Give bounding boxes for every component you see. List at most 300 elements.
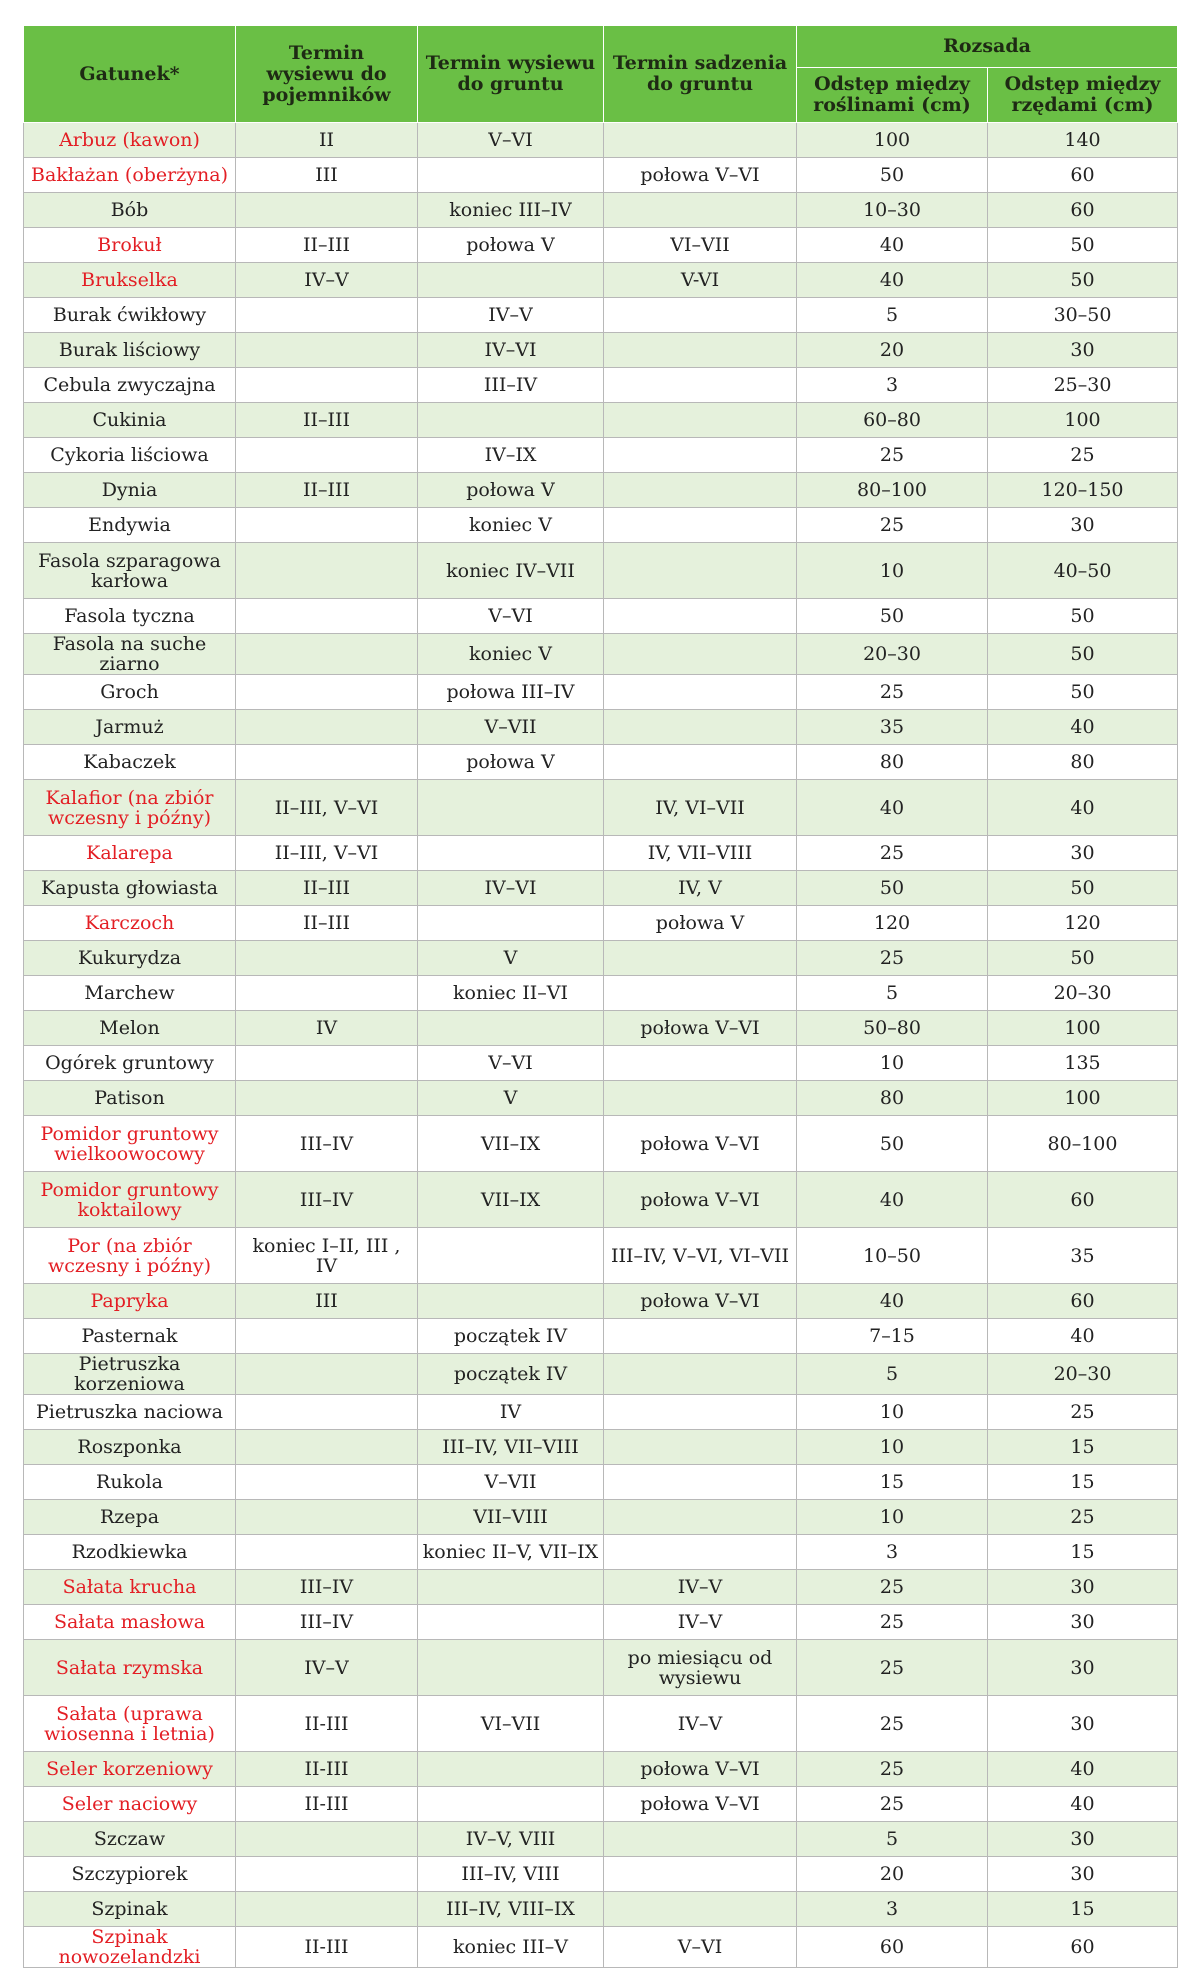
table-row <box>24 228 1178 263</box>
plant-spacing-cell: 10 <box>797 1500 988 1535</box>
plant-spacing-cell: 60–80 <box>797 403 988 438</box>
species-cell: Bakłażan (oberżyna) <box>24 158 236 193</box>
plant-ground-cell: V-VI <box>604 263 797 298</box>
row-spacing-cell: 25 <box>988 438 1178 473</box>
table-row <box>24 1430 1178 1465</box>
sow-containers-cell: II–III <box>236 228 418 263</box>
plant-ground-cell <box>604 1046 797 1081</box>
sow-ground-cell: VII–VIII <box>418 1500 604 1535</box>
sow-containers-cell: II–III <box>236 906 418 941</box>
table-row <box>24 780 1178 836</box>
sow-containers-cell: II-III <box>236 1927 418 1968</box>
species-cell: Por (na zbiór wczesny i późny) <box>24 1228 236 1284</box>
sow-containers-cell <box>236 543 418 599</box>
sow-containers-cell <box>236 1500 418 1535</box>
species-cell: Ogórek gruntowy <box>24 1046 236 1081</box>
table-row <box>24 599 1178 634</box>
sow-containers-cell: IV <box>236 1011 418 1046</box>
plant-spacing-cell: 15 <box>797 1465 988 1500</box>
table-row <box>24 1535 1178 1570</box>
species-cell: Pomidor gruntowy wielkoowocowy <box>24 1116 236 1172</box>
plant-spacing-cell: 25 <box>797 836 988 871</box>
sow-containers-cell: II–III, V–VI <box>236 836 418 871</box>
species-cell: Pietruszka korzeniowa <box>24 1354 236 1395</box>
table-row <box>24 1640 1178 1696</box>
species-cell: Kabaczek <box>24 745 236 780</box>
sow-ground-cell: V <box>418 1081 604 1116</box>
species-cell: Burak liściowy <box>24 333 236 368</box>
sow-containers-cell: II–III <box>236 473 418 508</box>
table-row <box>24 1081 1178 1116</box>
plant-spacing-cell: 10 <box>797 543 988 599</box>
plant-ground-cell: połowa V <box>604 906 797 941</box>
species-cell: Sałata krucha <box>24 1570 236 1605</box>
row-spacing-cell: 50 <box>988 675 1178 710</box>
plant-spacing-cell: 40 <box>797 228 988 263</box>
row-spacing-cell: 15 <box>988 1465 1178 1500</box>
sow-ground-cell: koniec II–V, VII–IX <box>418 1535 604 1570</box>
sow-ground-cell <box>418 1640 604 1696</box>
sow-ground-cell: V–VI <box>418 123 604 158</box>
table-row <box>24 634 1178 675</box>
row-spacing-cell: 25 <box>988 1395 1178 1430</box>
row-spacing-cell: 30 <box>988 1570 1178 1605</box>
plant-ground-cell: IV–V <box>604 1605 797 1640</box>
table-row <box>24 1465 1178 1500</box>
plant-spacing-cell: 25 <box>797 1640 988 1696</box>
sow-containers-cell <box>236 1430 418 1465</box>
species-cell: Karczoch <box>24 906 236 941</box>
row-spacing-cell: 40 <box>988 1752 1178 1787</box>
table-row <box>24 976 1178 1011</box>
species-cell: Kukurydza <box>24 941 236 976</box>
row-spacing-cell: 40–50 <box>988 543 1178 599</box>
plant-ground-cell <box>604 1535 797 1570</box>
row-spacing-cell: 25–30 <box>988 368 1178 403</box>
sow-ground-cell: V–VI <box>418 599 604 634</box>
table-row <box>24 1822 1178 1857</box>
plant-spacing-cell: 80 <box>797 745 988 780</box>
plant-ground-cell <box>604 1354 797 1395</box>
plant-spacing-cell: 3 <box>797 1535 988 1570</box>
plant-ground-cell: IV–V <box>604 1696 797 1752</box>
table-row <box>24 836 1178 871</box>
sow-ground-cell: VII–IX <box>418 1116 604 1172</box>
sow-ground-cell: połowa V <box>418 745 604 780</box>
plant-ground-cell <box>604 675 797 710</box>
plant-spacing-cell: 10–50 <box>797 1228 988 1284</box>
header-sow-containers: Termin wysiewu do pojemników <box>236 26 418 123</box>
header-sow-ground: Termin wysiewu do gruntu <box>418 26 604 123</box>
plant-spacing-cell: 20–30 <box>797 634 988 675</box>
table-row <box>24 193 1178 228</box>
plant-spacing-cell: 25 <box>797 438 988 473</box>
plant-ground-cell: IV, VI–VII <box>604 780 797 836</box>
species-cell: Seler naciowy <box>24 1787 236 1822</box>
species-cell: Fasola szparagowa karłowa <box>24 543 236 599</box>
row-spacing-cell: 50 <box>988 263 1178 298</box>
sow-ground-cell <box>418 1787 604 1822</box>
sow-containers-cell: II–III <box>236 871 418 906</box>
plant-ground-cell <box>604 508 797 543</box>
sow-ground-cell: IV–VI <box>418 871 604 906</box>
plant-spacing-cell: 25 <box>797 1752 988 1787</box>
table-row <box>24 1354 1178 1395</box>
sow-containers-cell <box>236 634 418 675</box>
row-spacing-cell: 60 <box>988 1172 1178 1228</box>
table-row <box>24 438 1178 473</box>
species-cell: Rukola <box>24 1465 236 1500</box>
plant-spacing-cell: 40 <box>797 1172 988 1228</box>
species-cell: Sałata (uprawa wiosenna i letnia) <box>24 1696 236 1752</box>
sow-ground-cell: koniec V <box>418 508 604 543</box>
table-row <box>24 1500 1178 1535</box>
sow-containers-cell: II-III <box>236 1787 418 1822</box>
plant-ground-cell <box>604 473 797 508</box>
sow-ground-cell: IV <box>418 1395 604 1430</box>
sow-ground-cell: koniec IV–VII <box>418 543 604 599</box>
row-spacing-cell: 30 <box>988 1640 1178 1696</box>
plant-ground-cell <box>604 1319 797 1354</box>
species-cell: Sałata rzymska <box>24 1640 236 1696</box>
table-row <box>24 1395 1178 1430</box>
sow-containers-cell: II-III <box>236 1696 418 1752</box>
sow-containers-cell <box>236 1081 418 1116</box>
header-plant-spacing: Odstęp między roślinami (cm) <box>797 68 988 123</box>
sow-ground-cell: IV–IX <box>418 438 604 473</box>
row-spacing-cell: 30 <box>988 1822 1178 1857</box>
species-cell: Marchew <box>24 976 236 1011</box>
sow-ground-cell: koniec II–VI <box>418 976 604 1011</box>
plant-ground-cell <box>604 1892 797 1927</box>
plant-ground-cell <box>604 710 797 745</box>
row-spacing-cell: 25 <box>988 1500 1178 1535</box>
plant-spacing-cell: 25 <box>797 941 988 976</box>
table-row <box>24 333 1178 368</box>
sow-containers-cell <box>236 193 418 228</box>
row-spacing-cell: 60 <box>988 1927 1178 1968</box>
sow-containers-cell: II–III, V–VI <box>236 780 418 836</box>
sow-containers-cell <box>236 1046 418 1081</box>
plant-ground-cell <box>604 599 797 634</box>
plant-spacing-cell: 25 <box>797 1570 988 1605</box>
sow-containers-cell <box>236 1535 418 1570</box>
table-row <box>24 1284 1178 1319</box>
sow-containers-cell <box>236 1319 418 1354</box>
plant-spacing-cell: 25 <box>797 1787 988 1822</box>
row-spacing-cell: 120 <box>988 906 1178 941</box>
species-cell: Fasola na suche ziarno <box>24 634 236 675</box>
sow-containers-cell: II–III <box>236 403 418 438</box>
row-spacing-cell: 30 <box>988 1857 1178 1892</box>
sow-containers-cell: III <box>236 158 418 193</box>
sow-containers-cell: III <box>236 1284 418 1319</box>
table-row <box>24 1696 1178 1752</box>
row-spacing-cell: 20–30 <box>988 1354 1178 1395</box>
sow-ground-cell: VI–VII <box>418 1696 604 1752</box>
table-row <box>24 941 1178 976</box>
header-row-spacing: Odstęp między rzędami (cm) <box>988 68 1178 123</box>
sow-containers-cell <box>236 1857 418 1892</box>
sow-containers-cell <box>236 599 418 634</box>
plant-spacing-cell: 3 <box>797 368 988 403</box>
plant-ground-cell: V–VI <box>604 1927 797 1968</box>
species-cell: Roszponka <box>24 1430 236 1465</box>
row-spacing-cell: 30 <box>988 1696 1178 1752</box>
plant-ground-cell <box>604 298 797 333</box>
row-spacing-cell: 30 <box>988 836 1178 871</box>
species-cell: Fasola tyczna <box>24 599 236 634</box>
plant-ground-cell <box>604 1395 797 1430</box>
plant-spacing-cell: 10 <box>797 1046 988 1081</box>
sow-containers-cell <box>236 438 418 473</box>
sow-ground-cell: początek IV <box>418 1319 604 1354</box>
table-row <box>24 263 1178 298</box>
plant-ground-cell: połowa V–VI <box>604 1787 797 1822</box>
plant-spacing-cell: 40 <box>797 780 988 836</box>
plant-ground-cell <box>604 1465 797 1500</box>
row-spacing-cell: 50 <box>988 599 1178 634</box>
plant-spacing-cell: 35 <box>797 710 988 745</box>
sow-ground-cell: koniec V <box>418 634 604 675</box>
planting-table <box>23 25 1178 1968</box>
row-spacing-cell: 30 <box>988 1605 1178 1640</box>
row-spacing-cell: 35 <box>988 1228 1178 1284</box>
plant-spacing-cell: 20 <box>797 1857 988 1892</box>
row-spacing-cell: 100 <box>988 1081 1178 1116</box>
sow-ground-cell: III–IV, VIII–IX <box>418 1892 604 1927</box>
row-spacing-cell: 50 <box>988 634 1178 675</box>
row-spacing-cell: 20–30 <box>988 976 1178 1011</box>
species-cell: Melon <box>24 1011 236 1046</box>
sow-ground-cell: początek IV <box>418 1354 604 1395</box>
header-species: Gatunek* <box>24 26 236 123</box>
species-cell: Endywia <box>24 508 236 543</box>
species-cell: Seler korzeniowy <box>24 1752 236 1787</box>
species-cell: Groch <box>24 675 236 710</box>
plant-spacing-cell: 100 <box>797 123 988 158</box>
row-spacing-cell: 40 <box>988 1787 1178 1822</box>
row-spacing-cell: 50 <box>988 228 1178 263</box>
table-row <box>24 1046 1178 1081</box>
sow-ground-cell <box>418 263 604 298</box>
sow-containers-cell: III–IV <box>236 1116 418 1172</box>
row-spacing-cell: 50 <box>988 941 1178 976</box>
row-spacing-cell: 100 <box>988 1011 1178 1046</box>
sow-containers-cell: III–IV <box>236 1570 418 1605</box>
plant-spacing-cell: 40 <box>797 1284 988 1319</box>
species-cell: Szczaw <box>24 1822 236 1857</box>
sow-ground-cell: połowa V <box>418 228 604 263</box>
plant-spacing-cell: 50–80 <box>797 1011 988 1046</box>
plant-spacing-cell: 25 <box>797 508 988 543</box>
plant-spacing-cell: 5 <box>797 1822 988 1857</box>
sow-ground-cell: IV–VI <box>418 333 604 368</box>
plant-ground-cell <box>604 1822 797 1857</box>
sow-ground-cell: III–IV <box>418 368 604 403</box>
row-spacing-cell: 60 <box>988 1284 1178 1319</box>
sow-ground-cell <box>418 158 604 193</box>
species-cell: Kapusta głowiasta <box>24 871 236 906</box>
plant-ground-cell: IV, V <box>604 871 797 906</box>
row-spacing-cell: 135 <box>988 1046 1178 1081</box>
plant-ground-cell <box>604 193 797 228</box>
species-cell: Papryka <box>24 1284 236 1319</box>
row-spacing-cell: 30 <box>988 333 1178 368</box>
species-cell: Patison <box>24 1081 236 1116</box>
plant-spacing-cell: 50 <box>797 871 988 906</box>
plant-ground-cell <box>604 1500 797 1535</box>
sow-ground-cell <box>418 836 604 871</box>
table-row <box>24 1228 1178 1284</box>
plant-spacing-cell: 60 <box>797 1927 988 1968</box>
plant-ground-cell: połowa V–VI <box>604 1752 797 1787</box>
sow-ground-cell: V–VII <box>418 1465 604 1500</box>
table-row <box>24 1605 1178 1640</box>
species-cell: Kalafior (na zbiór wczesny i późny) <box>24 780 236 836</box>
table-row <box>24 1752 1178 1787</box>
sow-ground-cell <box>418 1570 604 1605</box>
sow-containers-cell: III–IV <box>236 1172 418 1228</box>
species-cell: Burak ćwikłowy <box>24 298 236 333</box>
table-row <box>24 1319 1178 1354</box>
table-row <box>24 1570 1178 1605</box>
table-row <box>24 1172 1178 1228</box>
sow-containers-cell <box>236 1395 418 1430</box>
plant-ground-cell <box>604 1081 797 1116</box>
species-cell: Cykoria liściowa <box>24 438 236 473</box>
sow-containers-cell: II-III <box>236 1752 418 1787</box>
sow-ground-cell: V–VII <box>418 710 604 745</box>
row-spacing-cell: 80 <box>988 745 1178 780</box>
sow-ground-cell <box>418 403 604 438</box>
table-row <box>24 675 1178 710</box>
plant-spacing-cell: 3 <box>797 1892 988 1927</box>
sow-ground-cell: V <box>418 941 604 976</box>
plant-spacing-cell: 5 <box>797 298 988 333</box>
plant-ground-cell <box>604 941 797 976</box>
species-cell: Bób <box>24 193 236 228</box>
sow-containers-cell: IV–V <box>236 263 418 298</box>
plant-ground-cell: połowa V–VI <box>604 158 797 193</box>
table-row <box>24 745 1178 780</box>
plant-spacing-cell: 50 <box>797 1116 988 1172</box>
species-cell: Arbuz (kawon) <box>24 123 236 158</box>
sow-ground-cell <box>418 1011 604 1046</box>
sow-containers-cell <box>236 710 418 745</box>
plant-ground-cell: IV, VII–VIII <box>604 836 797 871</box>
row-spacing-cell: 60 <box>988 193 1178 228</box>
sow-containers-cell <box>236 976 418 1011</box>
sow-ground-cell: koniec III–V <box>418 1927 604 1968</box>
plant-ground-cell: po miesiącu od wysiewu <box>604 1640 797 1696</box>
plant-spacing-cell: 50 <box>797 599 988 634</box>
row-spacing-cell: 120–150 <box>988 473 1178 508</box>
species-cell: Szpinak nowozelandzki <box>24 1927 236 1968</box>
row-spacing-cell: 40 <box>988 780 1178 836</box>
plant-spacing-cell: 40 <box>797 263 988 298</box>
row-spacing-cell: 40 <box>988 710 1178 745</box>
row-spacing-cell: 30–50 <box>988 298 1178 333</box>
plant-ground-cell <box>604 745 797 780</box>
table-row <box>24 710 1178 745</box>
table-row <box>24 508 1178 543</box>
sow-containers-cell: II <box>236 123 418 158</box>
sow-containers-cell <box>236 675 418 710</box>
sow-ground-cell: połowa III–IV <box>418 675 604 710</box>
species-cell: Rzodkiewka <box>24 1535 236 1570</box>
sow-ground-cell <box>418 1605 604 1640</box>
table-row <box>24 403 1178 438</box>
sow-containers-cell: koniec I–II, III , IV <box>236 1228 418 1284</box>
sow-containers-cell <box>236 1465 418 1500</box>
plant-spacing-cell: 25 <box>797 675 988 710</box>
row-spacing-cell: 50 <box>988 871 1178 906</box>
sow-ground-cell <box>418 1228 604 1284</box>
plant-ground-cell <box>604 1430 797 1465</box>
species-cell: Pietruszka naciowa <box>24 1395 236 1430</box>
plant-spacing-cell: 7–15 <box>797 1319 988 1354</box>
sow-containers-cell <box>236 745 418 780</box>
plant-spacing-cell: 20 <box>797 333 988 368</box>
species-cell: Cebula zwyczajna <box>24 368 236 403</box>
sow-ground-cell <box>418 780 604 836</box>
plant-ground-cell: III–IV, V–VI, VI–VII <box>604 1228 797 1284</box>
species-cell: Szczypiorek <box>24 1857 236 1892</box>
table-row <box>24 1927 1178 1968</box>
sow-ground-cell: VII–IX <box>418 1172 604 1228</box>
table-row <box>24 1787 1178 1822</box>
plant-spacing-cell: 5 <box>797 976 988 1011</box>
plant-spacing-cell: 10–30 <box>797 193 988 228</box>
plant-spacing-cell: 10 <box>797 1430 988 1465</box>
sow-ground-cell <box>418 1284 604 1319</box>
sow-ground-cell <box>418 906 604 941</box>
species-cell: Pomidor gruntowy koktailowy <box>24 1172 236 1228</box>
plant-spacing-cell: 80–100 <box>797 473 988 508</box>
table-row <box>24 368 1178 403</box>
table-row <box>24 1116 1178 1172</box>
plant-ground-cell <box>604 438 797 473</box>
table-row <box>24 473 1178 508</box>
sow-containers-cell: IV–V <box>236 1640 418 1696</box>
table-row <box>24 158 1178 193</box>
header-row <box>24 26 1178 68</box>
sow-containers-cell <box>236 941 418 976</box>
plant-spacing-cell: 10 <box>797 1395 988 1430</box>
plant-spacing-cell: 5 <box>797 1354 988 1395</box>
plant-ground-cell <box>604 403 797 438</box>
table-row <box>24 298 1178 333</box>
species-cell: Pasternak <box>24 1319 236 1354</box>
sow-containers-cell <box>236 508 418 543</box>
sow-ground-cell: IV–V <box>418 298 604 333</box>
plant-ground-cell: połowa V–VI <box>604 1011 797 1046</box>
sow-containers-cell <box>236 333 418 368</box>
table-row <box>24 1857 1178 1892</box>
sow-containers-cell <box>236 298 418 333</box>
species-cell: Cukinia <box>24 403 236 438</box>
sow-containers-cell <box>236 1822 418 1857</box>
row-spacing-cell: 30 <box>988 508 1178 543</box>
table-row <box>24 1892 1178 1927</box>
row-spacing-cell: 80–100 <box>988 1116 1178 1172</box>
row-spacing-cell: 15 <box>988 1430 1178 1465</box>
species-cell: Jarmuż <box>24 710 236 745</box>
plant-ground-cell <box>604 976 797 1011</box>
sow-ground-cell <box>418 1752 604 1787</box>
table-row <box>24 1011 1178 1046</box>
